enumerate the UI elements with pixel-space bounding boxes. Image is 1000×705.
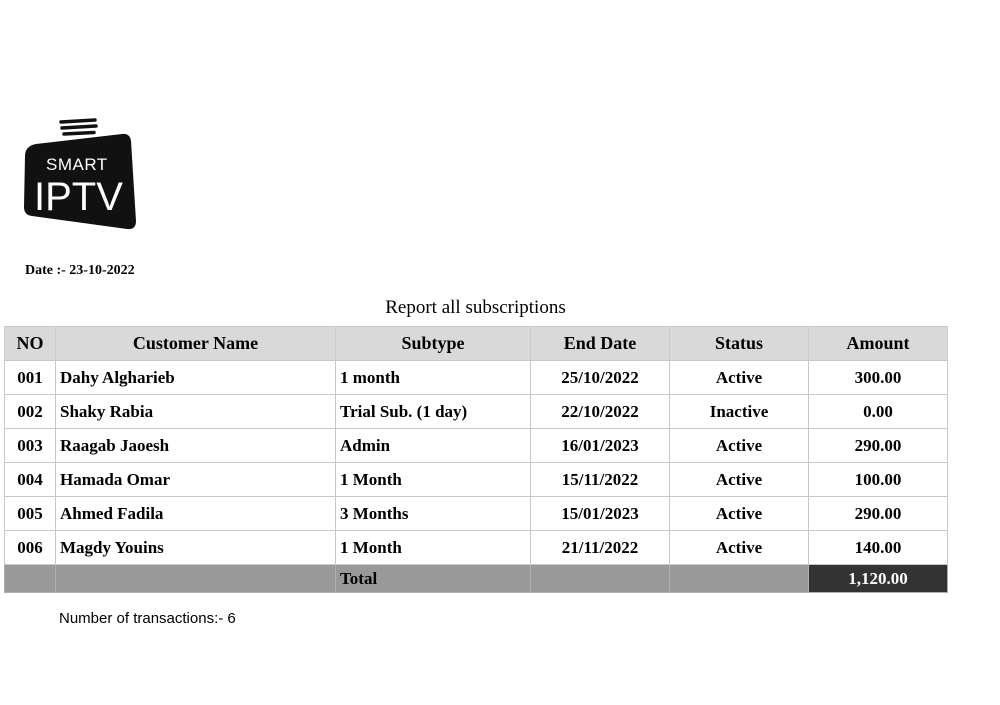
total-empty-cell <box>5 565 56 593</box>
cell-subtype: 1 month <box>336 361 531 395</box>
smart-iptv-logo <box>22 118 140 232</box>
total-row <box>5 565 948 593</box>
table-row <box>5 395 948 429</box>
cell-no: 002 <box>5 395 56 429</box>
logo-iptv-text: IPTV <box>34 175 123 219</box>
cell-no: 003 <box>5 429 56 463</box>
total-empty-cell <box>56 565 336 593</box>
cell-amount: 100.00 <box>809 463 948 497</box>
header-no: NO <box>5 327 56 361</box>
transactions-count: Number of transactions:- 6 <box>59 610 236 627</box>
cell-no: 004 <box>5 463 56 497</box>
cell-subtype: Admin <box>336 429 531 463</box>
header-amount: Amount <box>809 327 948 361</box>
header-status: Status <box>670 327 809 361</box>
cell-status: Active <box>670 361 809 395</box>
cell-end-date: 15/11/2022 <box>531 463 670 497</box>
cell-subtype: 1 Month <box>336 531 531 565</box>
report-date: Date :- 23-10-2022 <box>25 263 135 278</box>
table-row <box>5 463 948 497</box>
logo-smart-text: SMART <box>46 155 108 174</box>
cell-end-date: 25/10/2022 <box>531 361 670 395</box>
table-row <box>5 361 948 395</box>
table-row <box>5 497 948 531</box>
cell-customer-name: Magdy Youins <box>56 531 336 565</box>
cell-no: 005 <box>5 497 56 531</box>
table-row <box>5 429 948 463</box>
total-label: Total <box>336 565 531 593</box>
cell-no: 006 <box>5 531 56 565</box>
cell-amount: 0.00 <box>809 395 948 429</box>
table-header-row <box>5 327 948 361</box>
cell-status: Active <box>670 497 809 531</box>
total-empty-cell <box>531 565 670 593</box>
header-end-date: End Date <box>531 327 670 361</box>
header-subtype: Subtype <box>336 327 531 361</box>
cell-customer-name: Hamada Omar <box>56 463 336 497</box>
cell-status: Active <box>670 429 809 463</box>
cell-subtype: Trial Sub. (1 day) <box>336 395 531 429</box>
cell-customer-name: Ahmed Fadila <box>56 497 336 531</box>
total-amount: 1,120.00 <box>809 565 948 593</box>
cell-end-date: 16/01/2023 <box>531 429 670 463</box>
cell-status: Active <box>670 531 809 565</box>
cell-end-date: 21/11/2022 <box>531 531 670 565</box>
cell-customer-name: Raagab Jaoesh <box>56 429 336 463</box>
cell-customer-name: Dahy Algharieb <box>56 361 336 395</box>
cell-amount: 140.00 <box>809 531 948 565</box>
cell-no: 001 <box>5 361 56 395</box>
table-row <box>5 531 948 565</box>
report-title: Report all subscriptions <box>385 297 566 318</box>
cell-status: Active <box>670 463 809 497</box>
cell-amount: 290.00 <box>809 429 948 463</box>
cell-amount: 300.00 <box>809 361 948 395</box>
header-customer-name: Customer Name <box>56 327 336 361</box>
cell-customer-name: Shaky Rabia <box>56 395 336 429</box>
subscriptions-table <box>4 326 948 593</box>
cell-subtype: 3 Months <box>336 497 531 531</box>
cell-subtype: 1 Month <box>336 463 531 497</box>
cell-end-date: 15/01/2023 <box>531 497 670 531</box>
cell-end-date: 22/10/2022 <box>531 395 670 429</box>
total-empty-cell <box>670 565 809 593</box>
cell-status: Inactive <box>670 395 809 429</box>
cell-amount: 290.00 <box>809 497 948 531</box>
